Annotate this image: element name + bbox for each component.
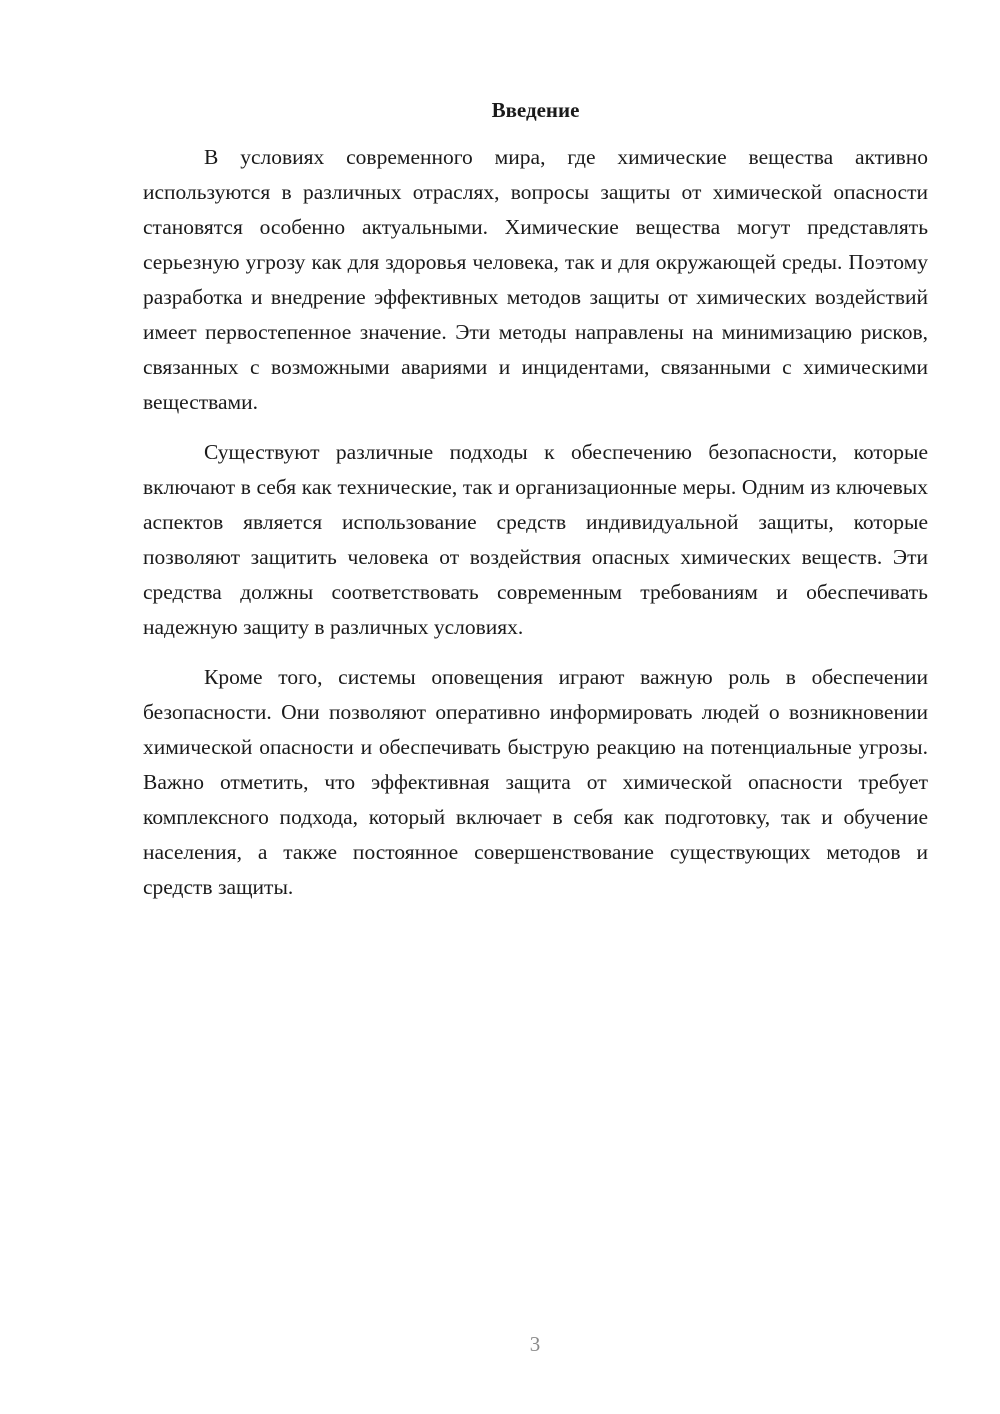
paragraph-1: В условиях современного мира, где химические вещества активно используются в различных отраслях, вопросы защиты от химической опасности становятся особенно актуальными. Химические вещества могут представлять серьезную угрозу как для здоровья человека, так и для окружающей среды. Поэтому разработка и внедрение эффективных методов защиты от химических воздействий имеет первостепенное значение. Эти методы направлены на минимизацию рисков, связанных с возможными авариями и инцидентами, связанными с химическими веществами. bbox=[143, 145, 928, 414]
paragraph-2: Существуют различные подходы к обеспечению безопасности, которые включают в себя как технические, так и организационные меры. Одним из ключевых аспектов является использование средств индивидуальной защиты, которые позволяют защитить человека от воздействия опасных химических веществ. Эти средства должны соответствовать современным требованиям и обеспечивать надежную защиту в различных условиях. bbox=[143, 440, 928, 639]
page-number: 3 bbox=[529, 1332, 541, 1356]
page-content bbox=[143, 93, 928, 920]
section-heading: Введение bbox=[491, 98, 580, 122]
paragraph-3: Кроме того, системы оповещения играют важную роль в обеспечении безопасности. Они позволяют оперативно информировать людей о возникновении химической опасности и обеспечивать быструю реакцию на потенциальные угрозы. Важно отметить, что эффективная защита от химической опасности требует комплексного подхода, который включает в себя как подготовку, так и обучение населения, а также постоянное совершенствование существующих методов и средств защиты. bbox=[143, 665, 928, 899]
